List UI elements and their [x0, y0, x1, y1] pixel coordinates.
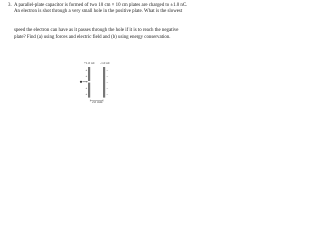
svg-text:−: − — [106, 80, 109, 84]
negative-plate — [103, 67, 109, 98]
svg-text:−: − — [106, 68, 109, 72]
problem-line-2: An electron is shot through a very small hole in the positive plate. What is the slowest — [14, 9, 183, 15]
svg-text:+: + — [85, 92, 88, 96]
electron-icon — [80, 81, 88, 83]
capacitor-diagram — [70, 61, 130, 104]
problem-number: 3. — [8, 3, 12, 8]
gap-label: 2.0 mm — [92, 99, 103, 104]
svg-text:−: − — [106, 74, 109, 78]
capacitor-figure — [70, 61, 130, 104]
negative-plate-charge-label: -1.0 nC — [100, 61, 111, 65]
svg-text:+: + — [85, 74, 88, 78]
svg-text:−: − — [106, 92, 109, 96]
positive-plate — [86, 67, 91, 98]
problem-line-1-text: A parallel-plate capacitor is formed of two 10 cm × 10 cm plates are charged to ±1.0 nC. — [14, 3, 188, 8]
problem-text — [8, 3, 194, 41]
problem-line-3: speed the electron can have as it passes through the hole if it is to reach the negative — [14, 28, 179, 34]
positive-plate-charge-label: +1.0 nC — [84, 61, 95, 65]
svg-text:+: + — [85, 68, 88, 72]
problem-line-4: plate? Find (a) using forces and electric field and (b) using energy conservation. — [14, 34, 171, 40]
blank-gap — [8, 15, 194, 28]
svg-text:−: − — [106, 86, 109, 90]
svg-text:+: + — [85, 86, 88, 90]
